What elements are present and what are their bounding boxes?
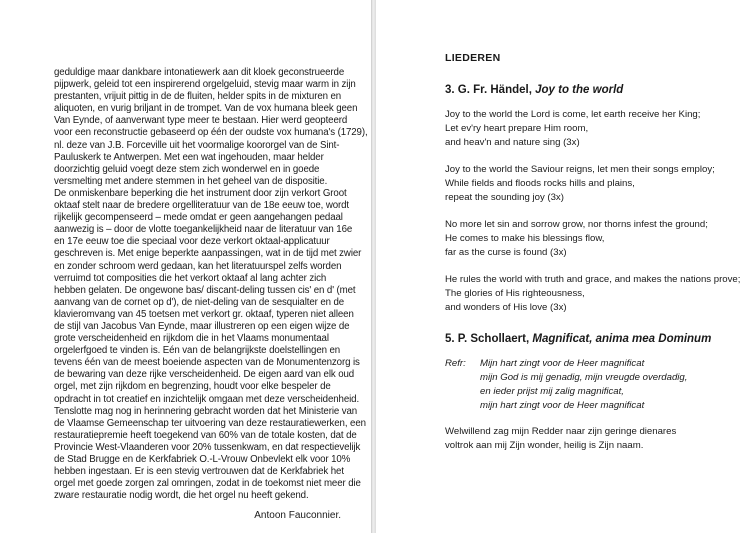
text-line: zware restauratie nodig wordt, die het orgel nu heeft gekend. (54, 490, 309, 502)
song1-title: Joy to the world (535, 84, 624, 96)
text-line: rijkelijk gecompenseerd – mede omdat er geen aangehangen pedaal (54, 212, 343, 224)
lyric-line: repeat the sounding joy (3x) (445, 192, 564, 203)
author-signature: Antoon Fauconnier. (254, 510, 341, 522)
refrain-line: en ieder prijst mij zalig magnificat, (480, 386, 624, 397)
text-line: aanvang van de cornet op d'), de niet-deling van de sesquialter en de (54, 296, 345, 308)
left-page (0, 0, 371, 533)
text-line: de Vlaamse Gemeenschap ter uitvoering van deze restauratiewerken, een (54, 417, 366, 429)
lyric-line: Joy to the world the Lord is come, let earth receive her King; (445, 109, 701, 120)
text-line: doorzichtig geluid voegt deze stem zich wonderwel en in goede (54, 163, 320, 175)
text-line: hebben ingestaan. Er is een stevig vertrouwen dat de Kerkfabriek het (54, 466, 344, 478)
stanza (445, 108, 734, 150)
text-line: oktaaf stelt naar de bredere orgelliteratuur van de 18e eeuw toe, wordt (54, 200, 350, 212)
lyric-line: No more let sin and sorrow grow, nor thorns infest the ground; (445, 219, 708, 230)
text-line: en 17e eeuw toe die speciaal voor deze verkort oktaal-applicatuur (54, 236, 330, 248)
text-line: aanwezig is – door de vlotte toegankelijkheid naar de literatuur van 16e (54, 224, 353, 236)
lyric-line: voltrok aan mij Zijn wonder, heilig is Zijn naam. (445, 440, 644, 451)
section-title: LIEDEREN (445, 52, 501, 64)
refrain-label: Refr: (445, 358, 466, 369)
text-line: verruimd tot composities die het verkort oktaaf al lang achter zich (54, 272, 327, 284)
text-line: restauratiepremie heeft toegekend van 60% van de totale kosten, dat de (54, 429, 357, 441)
refrain-line: Mijn hart zingt voor de Heer magnificat (480, 358, 645, 369)
text-line: nl. deze van J.B. Forceville uit het voormalige koororgel van de Sint- (54, 139, 340, 151)
song2-refrain (445, 357, 734, 413)
article-text (54, 67, 368, 502)
lyric-line: He comes to make his blessings flow, (445, 233, 605, 244)
text-line: Van Eynde, of aanverwant type meer te bestaan. Hier werd geopteerd (54, 115, 348, 127)
text-line: de bewaring van deze rijke verscheidenheid. De eigen aard van elk oud (54, 369, 355, 381)
lyric-line: and heav'n and nature sing (3x) (445, 137, 580, 148)
song1-lyrics (445, 108, 741, 315)
lyric-line: He rules the world with truth and grace, and makes the nations prove; (445, 274, 741, 285)
text-line: opdracht in tot creatief en inzichtelijk omgaan met deze verscheidenheid. (54, 393, 360, 405)
text-line: De onmiskenbare beperking die het instrument door zijn verkort Groot (54, 187, 347, 199)
lyric-line: far as the curse is found (3x) (445, 247, 567, 258)
lyric-line: and wonders of His love (3x) (445, 302, 567, 313)
text-line: geduldige maar dankbare intonatiewerk aan dit kloek geconstrueerde (54, 67, 345, 78)
stanza (445, 218, 734, 260)
stanza (445, 163, 734, 205)
text-line: en zonder schroom werd gedaan, kan het literatuurspel zelfs worden (54, 260, 342, 272)
text-line: Provincie West-Vlaanderen voor 20% tussenkwam, en dat respectievelijk (54, 441, 361, 453)
lyric-line: Welwillend zag mijn Redder naar zijn geringe dienares (445, 426, 677, 437)
text-line: pijpwerk, geleid tot een inspirerend orgelgeluid, stevig maar warm in zijn (54, 79, 356, 91)
refrain-lines (480, 357, 687, 413)
song1-number: 3. G. Fr. Händel, (445, 84, 532, 96)
text-line: grote verscheidenheid en rijkdom die in het Vlaams monumentaal (54, 333, 329, 345)
song2-heading (445, 333, 734, 345)
lyric-line: Let ev'ry heart prepare Him room, (445, 123, 589, 134)
text-line: versmelting met andere stemmen in het geheel van de dispositie. (54, 175, 328, 187)
refrain-line: mijn God is mij genadig, mijn vreugde overdadig, (480, 372, 688, 383)
song2-number: 5. P. Schollaert, (445, 333, 530, 345)
song1-heading (445, 84, 734, 96)
text-line: orgel met goede zorgen zal omringen, zodat in de toekomst niet meer die (54, 478, 361, 490)
text-line: klavieromvang van 45 toetsen met verkort gr. oktaaf, typeren niet alleen (54, 308, 354, 320)
text-line: Tenslotte mag nog in herinnering gebracht worden dat het Ministerie van (54, 405, 358, 417)
text-line: tevens één van de meest boeiende aspecten van de Monumentenzorg is (54, 357, 360, 369)
lyric-line: While fields and floods rocks hills and plains, (445, 178, 635, 189)
song2-title: Magnificat, anima mea Dominum (532, 333, 712, 345)
text-line: orgel, met zijn rijkdom en begrenzing, houdt voor elke bespeler de (54, 381, 331, 393)
text-line: Pauluskerk te Antwerpen. Met een wat ingehouden, maar helder (54, 151, 324, 163)
lyric-line: Joy to the world the Saviour reigns, let men their songs employ; (445, 164, 715, 175)
text-line: hebben gelaten. De ongewone bas/ discant-deling tussen cis' en d' (met (54, 284, 356, 296)
text-line: prestanten, vrijuit pittig in de de fluiten, helder spits in de mixturen en (54, 91, 342, 103)
stanza (445, 273, 741, 315)
text-line: geschreven is. Met enige beperkte aanpassingen, wat in de tijd met zwier (54, 248, 362, 260)
right-page (376, 0, 750, 533)
song2-verse (445, 425, 734, 453)
lyric-line: The glories of His righteousness, (445, 288, 585, 299)
text-line: orgelerfgoed te vinden is. Eén van de belangrijkste doelstellingen en (54, 345, 341, 357)
text-line: voor een reconstructie gebaseerd op één der oudste vox humana's (1729), (54, 127, 368, 139)
text-line: de stijl van Jacobus Van Eynde, maar illustreren op een eigen wijze de (54, 320, 350, 332)
text-line: de Stad Brugge en de Kerkfabriek O.-L-Vrouw Onbevlekt elk voor 10% (54, 454, 351, 465)
text-line: aliquoten, en vurig briljant in de trompet. Van de vox humana bleek geen (54, 103, 358, 115)
refrain-line: mijn hart zingt voor de Heer magnificat (480, 400, 645, 411)
